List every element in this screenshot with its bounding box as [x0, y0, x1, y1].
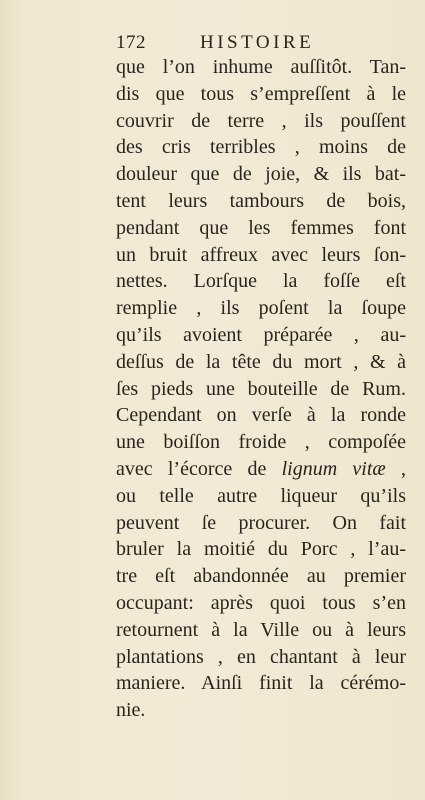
text-line: peuvent ſe procurer. On fait [116, 511, 406, 534]
text-line-with-italic [116, 456, 406, 483]
text-line: couvrir de terre , ils pouſſent [116, 109, 406, 132]
text-line-final: nie. [116, 699, 146, 722]
line-suffix: , [385, 457, 407, 480]
text-line: bruler la moitié du Porc , l’au- [116, 538, 406, 561]
text-line: nettes. Lorſque la foſſe eſt [116, 270, 406, 293]
text-line: ou telle autre liqueur qu’ils [116, 484, 406, 507]
text-line: un bruit affreux avec leurs ſon- [116, 243, 406, 266]
text-line: occupant: après quoi tous s’en [116, 591, 406, 614]
page-number: 172 [116, 32, 146, 53]
text-line: pendant que les femmes font [116, 216, 406, 239]
text-line: retournent à la Ville ou à leurs [116, 618, 406, 641]
text-line: ſes pieds une bouteille de Rum. [116, 377, 406, 400]
running-title: HISTOIRE [200, 32, 315, 53]
text-line: Cependant on verſe à la ronde [116, 404, 406, 427]
text-line: que l’on inhume auſſitôt. Tan- [116, 56, 406, 78]
text-line: tent leurs tambours de bois, [116, 189, 406, 212]
body-text [116, 54, 406, 724]
text-line: maniere. Ainſi finit la cérémo- [116, 672, 406, 695]
page-header [116, 30, 356, 56]
text-line: qu’ils avoient préparée , au- [116, 323, 406, 346]
text-line: une boiſſon froide , compoſée [116, 431, 406, 454]
italic-phrase: lignum vitæ [281, 457, 386, 480]
line-text: avec l’écorce de [116, 457, 282, 480]
text-line: des cris terribles , moins de [116, 136, 406, 159]
text-line: dis que tous s’empreſſent à le [116, 82, 406, 105]
text-line: tre eſt abandonnée au premier [116, 565, 406, 588]
text-line: plantations , en chantant à leur [116, 645, 406, 668]
text-line: douleur que de joie, & ils bat- [116, 163, 406, 186]
text-line: deſſus de la tête du mort , & à [116, 350, 406, 373]
text-line: remplie , ils poſent la ſoupe [116, 297, 406, 320]
